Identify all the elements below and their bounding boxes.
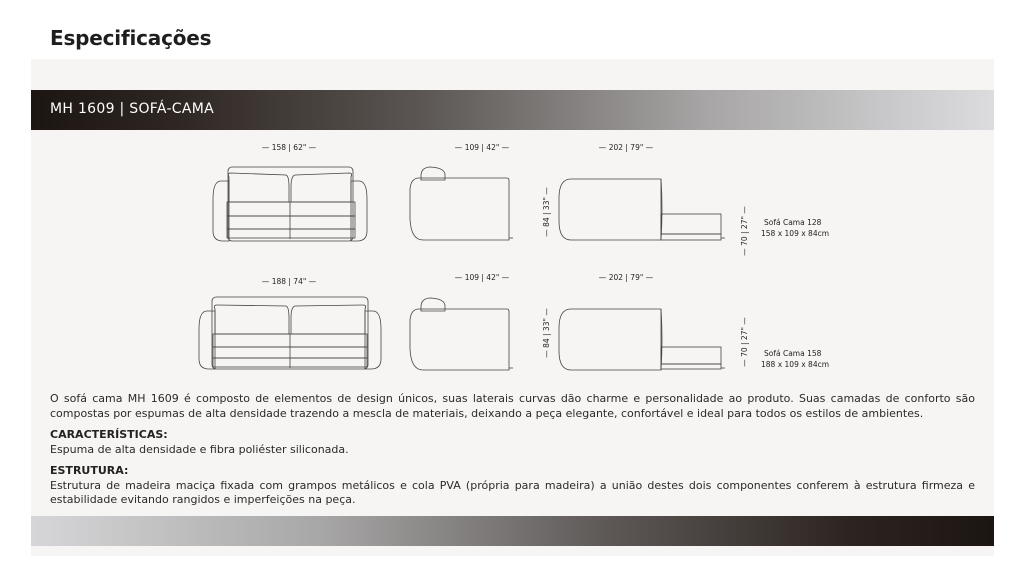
footer-gradient-bar	[31, 516, 994, 546]
row2-model-name: Sofá Cama 158	[764, 349, 822, 358]
row1-model-size: 158 x 109 x 84cm	[761, 229, 830, 238]
row1-side-view	[410, 167, 513, 240]
page-title: Especificações	[50, 26, 212, 50]
specifications-card	[31, 59, 994, 556]
row1-depth-label: — 109 | 42" —	[454, 143, 510, 152]
description-block	[50, 392, 975, 508]
row2-depth-label: — 109 | 42" —	[454, 273, 510, 282]
row2-model-size: 188 x 109 x 84cm	[761, 360, 830, 369]
sofa-drawings-svg	[31, 59, 994, 389]
row1-bed-open-view	[559, 179, 725, 240]
row1-model-name: Sofá Cama 128	[764, 218, 822, 227]
row1-height-label: — 84 | 33" —	[542, 187, 551, 237]
row2-height-label: — 84 | 33" —	[542, 308, 551, 358]
structure-text: Estrutura de madeira maciça fixada com grampos metálicos e cola PVA (própria para madeira) a união destes dois componentes conferem à estrutura firmeza e estabilidade evitando rangidos e imperfeições na peça.	[50, 478, 975, 506]
row1-bed-length-label: — 202 | 79" —	[598, 143, 654, 152]
technical-drawings	[31, 59, 994, 389]
intro-paragraph: O sofá cama MH 1609 é composto de elementos de design únicos, suas laterais curvas dão charme e personalidade ao produto. Suas camadas de conforto são compostas por espumas de alta densidade trazendo a mescla de materiais, deixando a peça elegante, confortável e ideal para todos os estilos de ambientes.	[50, 392, 975, 420]
row2-bed-height-label: — 70 | 27" —	[740, 317, 749, 367]
features-heading: CARACTERÍSTICAS:	[50, 428, 168, 441]
row2-front-view	[199, 297, 381, 369]
row1-front-view	[213, 167, 367, 241]
features-text: Espuma de alta densidade e fibra poliéster siliconada.	[50, 442, 349, 456]
structure-heading: ESTRUTURA:	[50, 464, 129, 477]
row2-side-view	[410, 298, 513, 370]
row2-bed-open-view	[559, 309, 725, 370]
row2-width-label: — 188 | 74" —	[261, 277, 317, 286]
product-title: MH 1609 | SOFÁ-CAMA	[50, 101, 215, 117]
row1-width-label: — 158 | 62" —	[261, 143, 317, 152]
row1-bed-height-label: — 70 | 27" —	[740, 206, 749, 256]
row2-bed-length-label: — 202 | 79" —	[598, 273, 654, 282]
